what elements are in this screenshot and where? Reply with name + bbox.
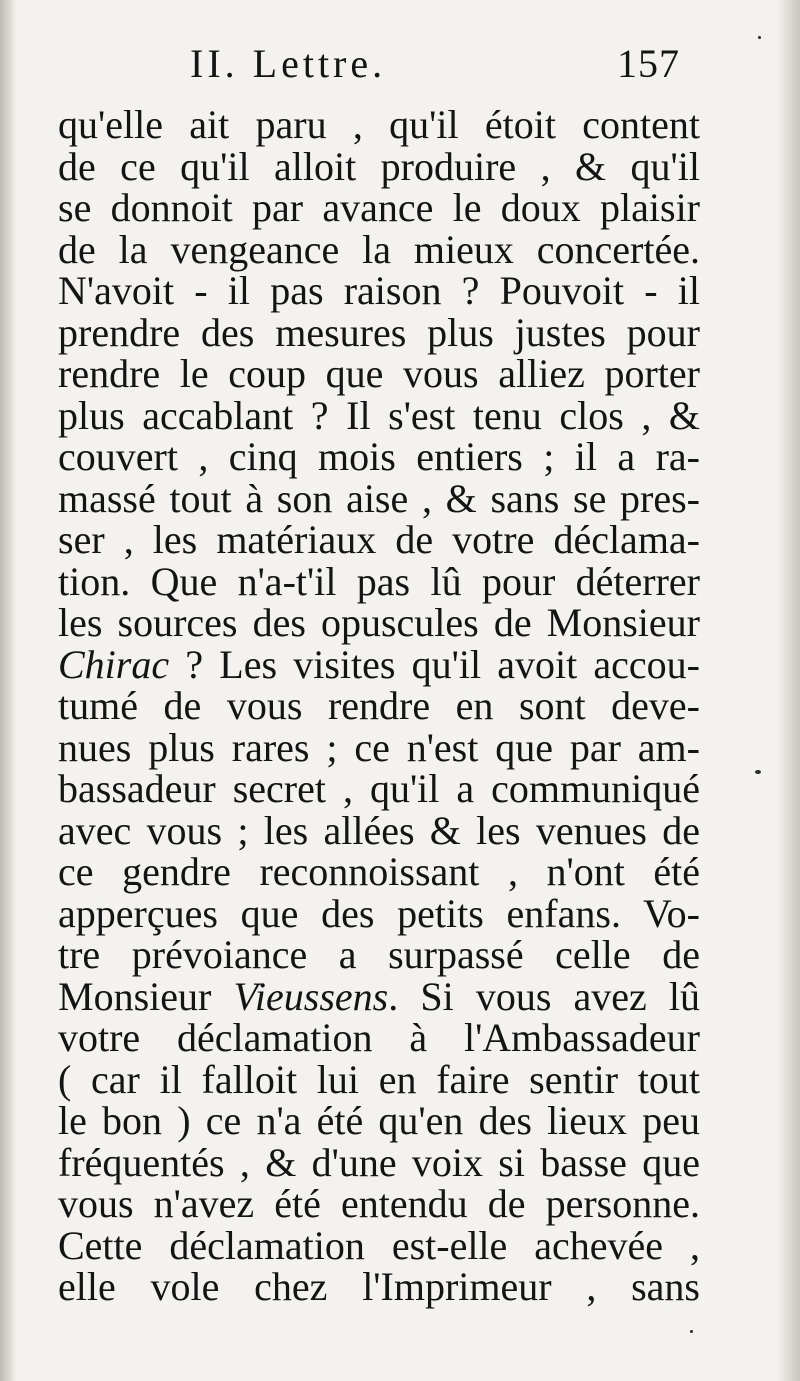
text-line-start: Monsieur	[58, 973, 234, 1019]
text-line: fréquentés , & d'une voix si basse que	[58, 1139, 700, 1185]
text-line: de la vengeance la mieux concertée.	[58, 226, 700, 272]
text-line: qu'elle ait paru , qu'il étoit content	[58, 102, 700, 147]
text-line: avec vous ; les allées & les venues de	[58, 807, 700, 853]
text-line: votre déclamation à l'Ambassadeur	[58, 1015, 700, 1060]
text-line: vous n'avez été entendu de personne.	[58, 1181, 700, 1226]
italic-name-vieussens: Vieussens	[233, 973, 389, 1019]
text-line: elle vole chez l'Imprimeur , sans	[58, 1264, 700, 1309]
text-line: N'avoit - il pas raison ? Pouvoit - il	[58, 268, 700, 313]
italic-name-chirac: Chirac	[58, 641, 170, 687]
text-line: apperçues que des petits enfans. Vo-	[58, 890, 700, 936]
text-line: de ce qu'il alloit produire , & qu'il	[58, 143, 700, 189]
text-line-rest: ? Les visites qu'il avoit accou-	[169, 641, 700, 687]
text-line: ce gendre reconnoissant , n'ont été	[58, 849, 700, 894]
body-text	[58, 104, 700, 1308]
running-head: II. Lettre.	[190, 41, 387, 86]
page-number: 157	[617, 41, 680, 86]
text-line: ( car il falloit lui en faire sentir tout	[58, 1056, 700, 1102]
page-header	[190, 40, 680, 100]
text-line: prendre des mesures plus justes pour	[58, 309, 700, 355]
text-line: tion. Que n'a-t'il pas lû pour déterrer	[58, 558, 700, 604]
text-line: nues plus rares ; ce n'est que par am-	[58, 724, 700, 770]
text-line-rest: . Si vous avez lû	[388, 973, 700, 1019]
text-line	[58, 973, 700, 1019]
text-line: massé tout à son aise , & sans se pres-	[58, 475, 700, 521]
ink-speck	[758, 36, 761, 39]
page-gutter-shadow	[0, 0, 16, 1381]
text-line: tumé de vous rendre en sont deve-	[58, 683, 700, 728]
text-line: le bon ) ce n'a été qu'en des lieux peu	[58, 1098, 700, 1143]
page-edge-shadow	[778, 0, 800, 1381]
text-line: rendre le coup que vous alliez porter	[58, 351, 700, 396]
ink-speck	[690, 1330, 693, 1333]
text-line	[58, 641, 700, 687]
text-line: bassadeur secret , qu'il a communiqué	[58, 766, 700, 811]
text-line: les sources des opuscules de Monsieur	[58, 600, 700, 645]
text-line: tre prévoiance a surpassé celle de	[58, 932, 700, 977]
text-line: plus accablant ? Il s'est tenu clos , &	[58, 392, 700, 438]
text-line: Cette déclamation est-elle achevée ,	[58, 1222, 700, 1268]
text-line: ser , les matériaux de votre déclama-	[58, 517, 700, 562]
text-line: couvert , cinq mois entiers ; il a ra-	[58, 434, 700, 479]
text-line: se donnoit par avance le doux plaisir	[58, 185, 700, 230]
ink-speck	[755, 770, 761, 774]
